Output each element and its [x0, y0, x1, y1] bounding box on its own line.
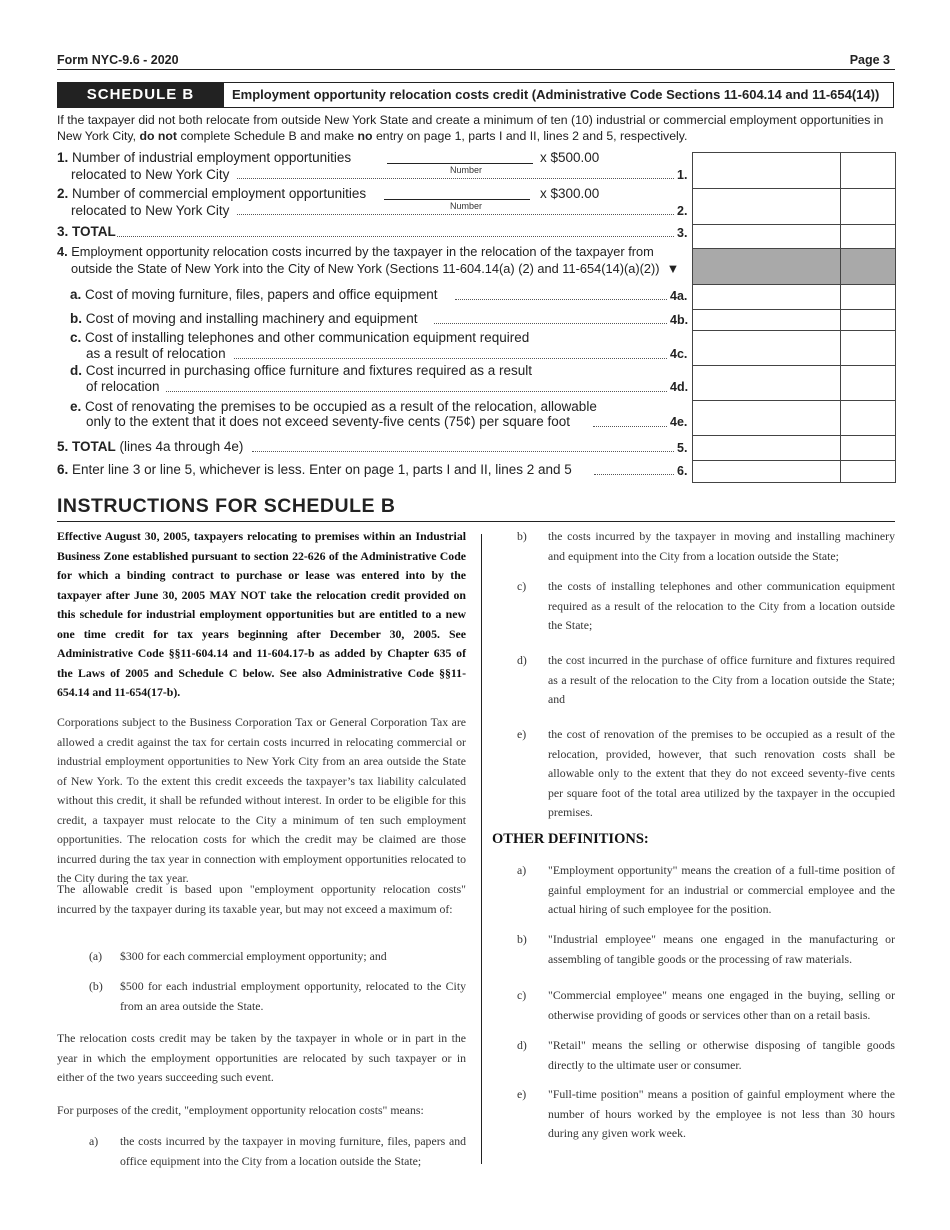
amount-line-1-cents[interactable]	[841, 153, 896, 189]
line-4d-leader	[166, 391, 667, 392]
line-4-text-b: outside the State of New York into the City of New York (Sections 11-604.14(a) (2) and 11-654(14)(a)(2)) ▼	[71, 261, 680, 276]
line-4d-text-a: d. Cost incurred in purchasing office furniture and fixtures required as a result	[70, 363, 532, 378]
line-6-text: 6. Enter line 3 or line 5, whichever is less. Enter on page 1, parts I and II, lines 2 and 5	[57, 462, 572, 477]
line-1-text-a: 1. Number of industrial employment opportunities	[57, 150, 352, 165]
amount-line-3-dollars[interactable]	[693, 225, 841, 249]
line-4a-text: a. Cost of moving furniture, files, papers and office equipment	[70, 287, 438, 302]
amount-line-3-cents[interactable]	[841, 225, 896, 249]
line-4d-text-b: of relocation	[86, 379, 160, 394]
line-2-leader	[237, 214, 674, 215]
instructions-paragraph-1: Corporations subject to the Business Corporation Tax or General Corporation Tax are allowed a credit against the tax for certain costs incurred in relocating commercial or industrial employment opportunities to New York City from an area outside the State of New York. To the extent this credit exceeds the taxpayer’s tax liability calculated without this credit, it shall be refunded without interest. In order to be eligible for this credit, a taxpayer must relocate to the City a minimum of ten such employment opportunities. The relocation costs for which the credit may be claimed are those incurred during the tax year in connection with employment opportunities relocated to the City during the tax year.	[57, 715, 466, 885]
line-5-text: 5. TOTAL (lines 4a through 4e)	[57, 439, 244, 454]
maximum-item-a-marker: (a)	[89, 949, 103, 963]
amount-line-2-dollars[interactable]	[693, 189, 841, 225]
line-5-leader	[252, 451, 674, 452]
amount-line-4c-dollars[interactable]	[693, 331, 841, 366]
cost-item-b-marker: b)	[517, 529, 527, 543]
header-divider	[57, 69, 895, 70]
cost-item-a-text: the costs incurred by the taxpayer in moving furniture, files, papers and office equipment into the City from a location outside the State;	[120, 1134, 466, 1168]
amount-line-4-shaded	[693, 249, 841, 285]
line-4d-ref: 4d.	[670, 380, 689, 394]
line-2-text-b: relocated to New York City	[71, 203, 230, 218]
amount-line-4a-cents[interactable]	[841, 285, 896, 310]
amount-line-4a-dollars[interactable]	[693, 285, 841, 310]
amount-line-4b-dollars[interactable]	[693, 310, 841, 331]
amount-line-1-dollars[interactable]	[693, 153, 841, 189]
line-4b-ref: 4b.	[670, 313, 689, 327]
amount-line-6-dollars[interactable]	[693, 461, 841, 483]
instructions-paragraph-4: For purposes of the credit, "employment opportunity relocation costs" means:	[57, 1103, 424, 1117]
amount-line-5-cents[interactable]	[841, 436, 896, 461]
line-2-multiplier: x $300.00	[540, 186, 600, 201]
schedule-title: Employment opportunity relocation costs credit (Administrative Code Sections 11-604.14 and 11-654(14))	[232, 87, 880, 102]
line-4a-leader	[455, 299, 667, 300]
line-4c-text-b: as a result of relocation	[86, 346, 226, 361]
line-2-number-field[interactable]	[384, 199, 530, 200]
other-definitions-heading: OTHER DEFINITIONS:	[492, 831, 649, 847]
line-2-number-label: Number	[450, 201, 483, 211]
column-divider	[481, 534, 482, 1164]
line-4a-ref: 4a.	[670, 289, 688, 303]
cost-item-c-text: the costs of installing telephones and other communication equipment required as a result of the relocation to the City from a location outside the State;	[548, 579, 895, 632]
maximum-item-b-marker: (b)	[89, 979, 103, 993]
line-4c-leader	[234, 358, 667, 359]
instructions-bold-paragraph: Effective August 30, 2005, taxpayers relocating to premises within an Industrial Business Zone established pursuant to section 22-626 of the Administrative Code for which a binding contract to purchase or lease was entered into by the taxpayer after June 30, 2005 MAY NOT take the relocation credit provided on this schedule for industrial employment opportunities but are entitled to a new one time credit for tax years beginning after December 30, 2005. See Administrative Code §§11-604.14 and 11-604.17-b as added by Chapter 635 of the Laws of 2005 and Schedule C below. See also Administrative Code §§11-654.14 and 11-654(17-b).	[57, 529, 466, 699]
form-id: Form NYC-9.6 - 2020	[57, 53, 179, 67]
maximum-item-a-text: $300 for each commercial employment opportunity; and	[120, 949, 387, 963]
line-4e-leader	[593, 426, 667, 427]
instructions-paragraph-2: The allowable credit is based upon "employment opportunity relocation costs" incurred by the taxpayer during its taxable year, but may not exceed a maximum of:	[57, 882, 466, 916]
line-4e-text-a: e. Cost of renovating the premises to be occupied as a result of the relocation, allowable	[70, 399, 597, 414]
definition-c-text: "Commercial employee" means one engaged in the buying, selling or otherwise providing of goods or services other than on a retail basis.	[548, 988, 895, 1022]
amount-line-4e-cents[interactable]	[841, 401, 896, 436]
definition-a-text: "Employment opportunity" means the creation of a full-time position of gainful employment for an industrial or commercial employee and the actual hiring of such employee for the position.	[548, 863, 895, 916]
definition-b-text: "Industrial employee" means one engaged in the manufacturing or assembling of tangible goods or the processing of raw materials.	[548, 932, 895, 966]
amount-line-6-cents[interactable]	[841, 461, 896, 483]
line-6-ref: 6.	[677, 464, 688, 478]
line-4c-text-a: c. Cost of installing telephones and other communication equipment required	[70, 330, 530, 345]
cost-item-d-marker: d)	[517, 653, 527, 667]
line-1-leader	[237, 178, 674, 179]
amount-line-4c-cents[interactable]	[841, 331, 896, 366]
line-4-text-a: 4. Employment opportunity relocation costs incurred by the taxpayer in the relocation of the taxpayer from	[57, 244, 654, 259]
line-1-number-label: Number	[450, 165, 483, 175]
definition-d-text: "Retail" means the selling or otherwise disposing of tangible goods directly to the ultimate user or consumer.	[548, 1038, 895, 1072]
line-5-ref: 5.	[677, 441, 688, 455]
down-arrow-icon: ▼	[666, 261, 680, 276]
line-4e-text-b: only to the extent that it does not exceed seventy-five cents (75¢) per square foot	[86, 414, 571, 429]
cost-item-c-marker: c)	[517, 579, 527, 593]
instructions-paragraph-3: The relocation costs credit may be taken by the taxpayer in whole or in part in the year in which the employment opportunities are relocated by such taxpayer or in either of the two years succeeding such event.	[57, 1031, 466, 1084]
definition-d-marker: d)	[517, 1038, 527, 1052]
amount-line-4e-dollars[interactable]	[693, 401, 841, 436]
amount-entry-table	[692, 152, 896, 483]
schedule-intro: If the taxpayer did not both relocate from outside New York State and create a minimum of ten (10) industrial or commercial employment opportunities in New York City, do not complete Schedule B and make no entry on page 1, parts I and II, lines 2 and 5, respectively.	[57, 113, 884, 143]
line-4e-ref: 4e.	[670, 415, 688, 429]
definition-e-marker: e)	[517, 1087, 527, 1101]
cost-item-e-text: the cost of renovation of the premises to be occupied as a result of the relocation, provided, however, that such renovation costs shall be allowable only to the extent that they do not exceed seventy-five cents per square foot of the total area utilized by the taxpayer in the occupied premises.	[548, 727, 895, 819]
line-1-multiplier: x $500.00	[540, 150, 600, 165]
cost-item-a-marker: a)	[89, 1134, 99, 1148]
line-4c-ref: 4c.	[670, 347, 688, 361]
definition-c-marker: c)	[517, 988, 527, 1002]
schedule-label: SCHEDULE B	[57, 82, 224, 108]
amount-line-5-dollars[interactable]	[693, 436, 841, 461]
line-1-text-b: relocated to New York City	[71, 167, 230, 182]
amount-line-2-cents[interactable]	[841, 189, 896, 225]
line-4b-leader	[434, 323, 667, 324]
line-6-leader	[594, 474, 674, 475]
amount-line-4b-cents[interactable]	[841, 310, 896, 331]
cost-item-d-text: the cost incurred in the purchase of office furniture and fixtures required as a result of the relocation to the City from a location outside the State; and	[548, 653, 895, 706]
line-2-text-a: 2. Number of commercial employment opportunities	[57, 186, 367, 201]
line-1-number-field[interactable]	[387, 163, 533, 164]
page-number: Page 3	[849, 53, 890, 67]
line-1-ref: 1.	[677, 168, 688, 182]
amount-line-4-shaded-cents	[841, 249, 896, 285]
definition-a-marker: a)	[517, 863, 527, 877]
amount-line-4d-cents[interactable]	[841, 366, 896, 401]
definition-b-marker: b)	[517, 932, 527, 946]
line-3-leader	[117, 236, 674, 237]
instructions-divider	[57, 521, 895, 522]
line-3-ref: 3.	[677, 226, 688, 240]
cost-item-e-marker: e)	[517, 727, 527, 741]
line-2-ref: 2.	[677, 204, 688, 218]
definition-e-text: "Full-time position" means a position of gainful employment where the number of hours worked by the employee is not less than 30 hours during any given work week.	[548, 1087, 895, 1140]
amount-line-4d-dollars[interactable]	[693, 366, 841, 401]
line-3-text: 3. TOTAL	[57, 224, 116, 239]
maximum-item-b-text: $500 for each industrial employment opportunity, relocated to the City from an area outside the State.	[120, 979, 466, 1013]
line-4b-text: b. Cost of moving and installing machinery and equipment	[70, 311, 418, 326]
cost-item-b-text: the costs incurred by the taxpayer in moving and installing machinery and equipment into the City from a location outside the State;	[548, 529, 895, 563]
instructions-heading: INSTRUCTIONS FOR SCHEDULE B	[57, 495, 396, 517]
